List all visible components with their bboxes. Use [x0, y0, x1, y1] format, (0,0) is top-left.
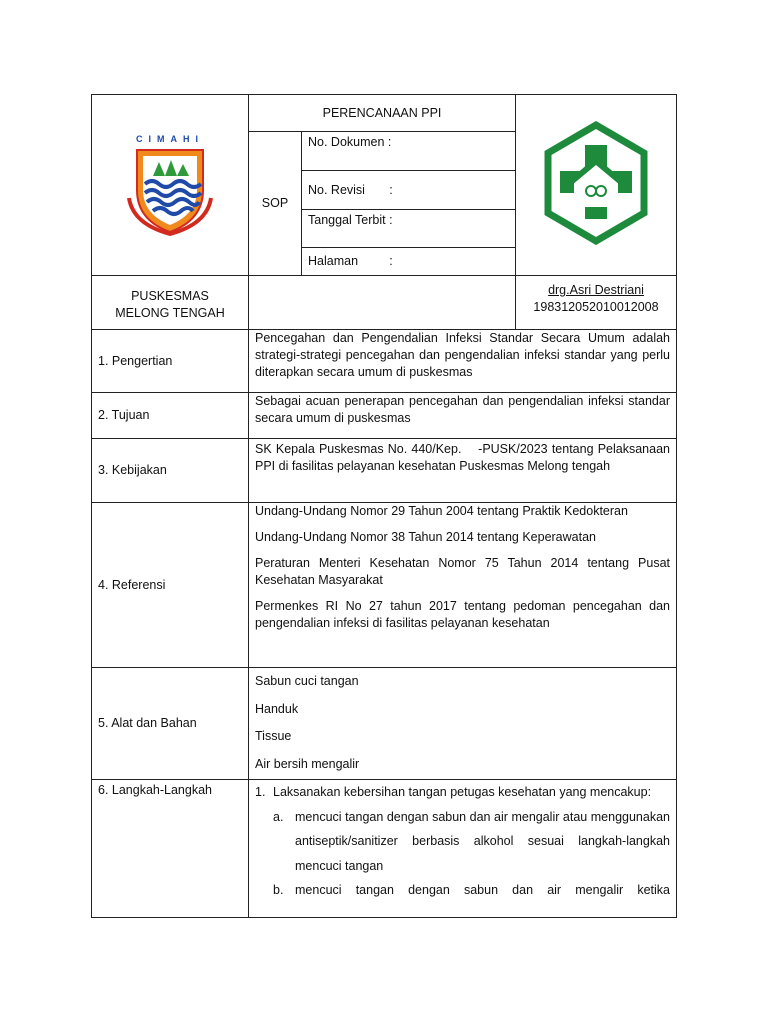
step-1a-number: a. [273, 809, 284, 824]
alat-item: Handuk [255, 701, 299, 716]
signature-space [249, 276, 516, 330]
sop-label: SOP [249, 132, 302, 276]
doc-number-field: No. Dokumen : [302, 132, 516, 171]
langkah-list [249, 780, 677, 918]
step-1b-number: b. [273, 883, 284, 897]
alat-item: Tissue [255, 729, 292, 743]
cimahi-logo-icon [115, 128, 225, 238]
kebijakan-text: SK Kepala Puskesmas No. 440/Kep. -PUSK/2023 tentang Pelaksanaan PPI di fasilitas pelayanan kesehatan Puskesmas Melong tengah [249, 439, 677, 503]
step-1b [273, 878, 670, 903]
pengertian-text: Pencegahan dan Pengendalian Infeksi Standar Secara Umum adalah strategi-strategi pencegahan dan pengendalian infeksi standar yang perlu diterapkan secara umum di puskesmas [249, 330, 677, 393]
signer-name: drg.Asri Destriani [548, 283, 644, 297]
puskesmas-logo-cell [516, 95, 677, 276]
referensi-item: Undang-Undang Nomor 38 Tahun 2014 tentang Keperawatan [255, 530, 596, 544]
step-1-text: Laksanakan kebersihan tangan petugas kesehatan yang mencakup: [273, 785, 652, 799]
alat-list [249, 668, 677, 780]
sop-table [91, 94, 677, 918]
step-1a [273, 805, 670, 879]
tujuan-text: Sebagai acuan penerapan pencegahan dan pengendalian infeksi standar secara umum di puskesmas [249, 393, 677, 439]
alat-label: 5. Alat dan Bahan [92, 668, 249, 780]
referensi-item: Peraturan Menteri Kesehatan Nomor 75 Tahun 2014 tentang Pusat Kesehatan Masyarakat [255, 556, 670, 587]
referensi-label: 4. Referensi [92, 503, 249, 668]
alat-item: Sabun cuci tangan [255, 674, 359, 688]
sop-document [91, 94, 676, 918]
signer-block [516, 276, 677, 330]
org-name-line1: PUSKESMAS [131, 288, 209, 303]
referensi-item: Undang-Undang Nomor 29 Tahun 2004 tentang Praktik Kedokteran [255, 504, 628, 518]
step-1b-text: mencuci tangan dengan sabun dan air mengalir ketika [295, 883, 670, 897]
step-1-number: 1. [255, 785, 266, 799]
cimahi-logo-cell [92, 95, 249, 276]
referensi-item: Permenkes RI No 27 tahun 2017 tentang pedoman pencegahan dan pengendalian infeksi di fasilitas pelayanan kesehatan [255, 599, 670, 630]
alat-item: Air bersih mengalir [255, 756, 360, 771]
revision-field: No. Revisi : [302, 171, 516, 210]
step-1 [255, 780, 670, 805]
signer-nip: 198312052010012008 [533, 300, 659, 314]
step-1a-text: mencuci tangan dengan sabun dan air mengalir atau menggunakan antiseptik/sanitizer berbasis alkohol sesuai langkah-langkah mencuci tangan [295, 809, 670, 873]
pengertian-label: 1. Pengertian [92, 330, 249, 393]
organization-name [92, 276, 249, 330]
kebijakan-label: 3. Kebijakan [92, 439, 249, 503]
referensi-list [249, 503, 677, 668]
svg-text:CIMAHI: CIMAHI [136, 133, 204, 144]
issue-date-field: Tanggal Terbit : [302, 210, 516, 248]
document-title: PERENCANAAN PPI [249, 95, 516, 132]
page-field: Halaman : [302, 248, 516, 276]
tujuan-label: 2. Tujuan [92, 393, 249, 439]
puskesmas-logo-icon [540, 121, 652, 245]
langkah-label: 6. Langkah-Langkah [92, 780, 249, 918]
org-name-line2: MELONG TENGAH [115, 305, 225, 320]
